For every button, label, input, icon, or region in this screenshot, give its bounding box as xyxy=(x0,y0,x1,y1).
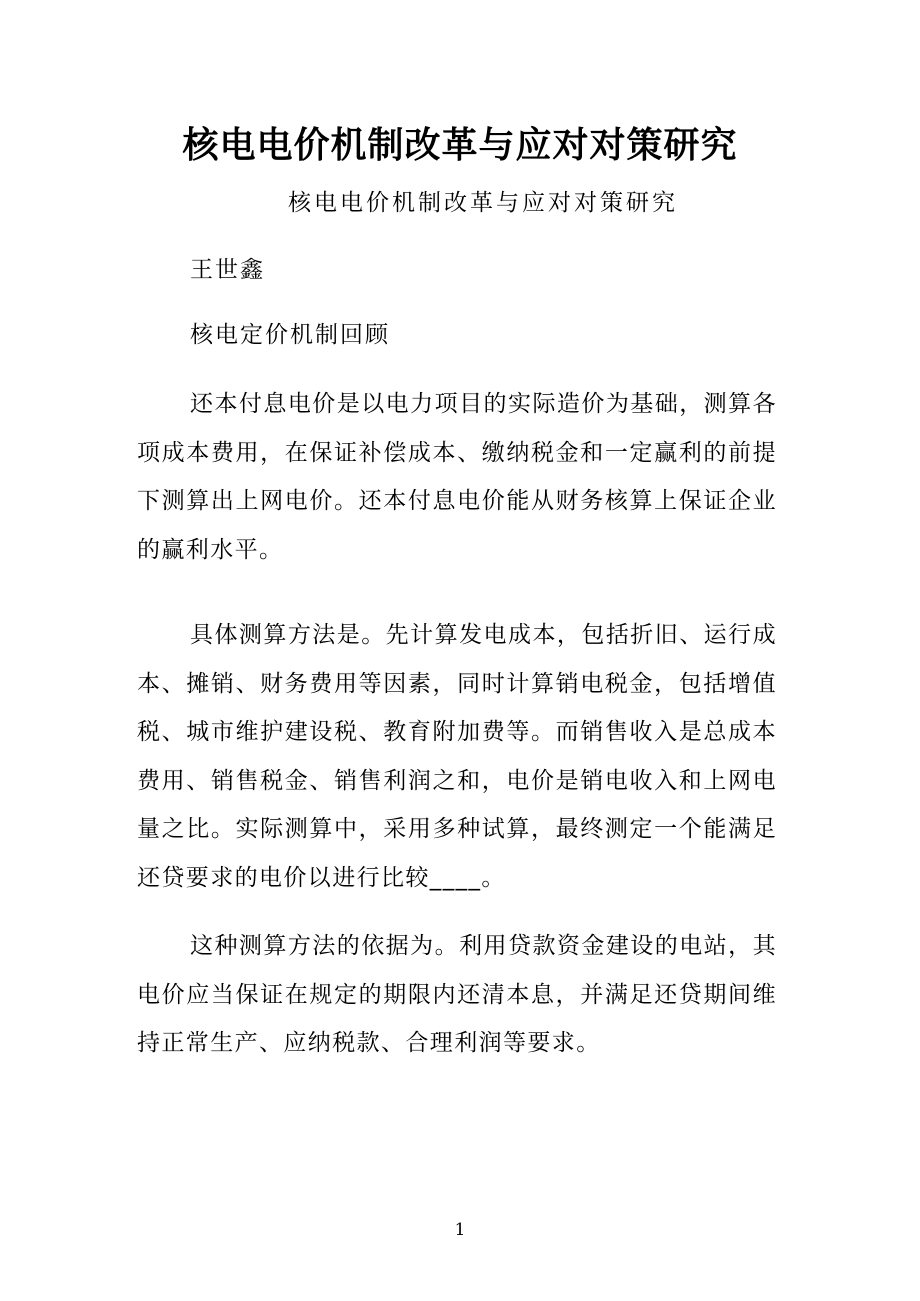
paragraph-1: 还本付息电价是以电力项目的实际造价为基础，测算各项成本费用，在保证补偿成本、缴纳税金和一定赢利的前提下测算出上网电价。还本付息电价能从财务核算上保证企业的赢利水平。 xyxy=(137,391,777,563)
document-subtitle: 核电电价机制改革与应对对策研究 xyxy=(288,190,678,216)
author-name: 王世鑫 xyxy=(190,257,265,283)
page-number: 1 xyxy=(454,1220,466,1240)
paragraph-2: 具体测算方法是。先计算发电成本，包括折旧、运行成本、摊销、财务费用等因素，同时计算销电税金，包括增值税、城市维护建设税、教育附加费等。而销售收入是总成本费用、销售税金、销售利润之和，电价是销电收入和上网电量之比。实际测算中，采用多种试算，最终测定一个能满足还贷要求的电价以进行比较____。 xyxy=(137,622,777,891)
paragraph-3: 这种测算方法的依据为。利用贷款资金建设的电站，其电价应当保证在规定的期限内还清本息，并满足还贷期间维持正常生产、应纳税款、合理利润等要求。 xyxy=(137,933,777,1056)
section-heading: 核电定价机制回顾 xyxy=(190,322,390,348)
document-title: 核电电价机制改革与应对对策研究 xyxy=(182,125,738,166)
